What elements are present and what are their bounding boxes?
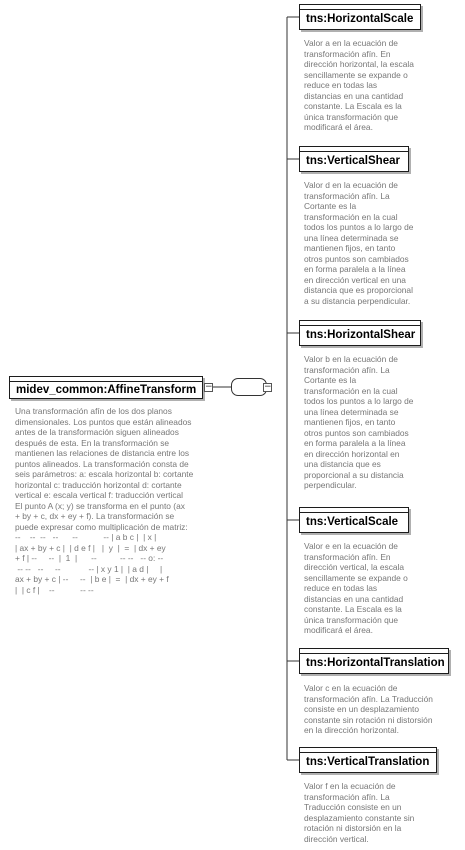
element-name: tns:HorizontalShear (306, 329, 416, 341)
element-name: tns:VerticalShear (306, 155, 400, 167)
element-name: tns:VerticalTranslation (306, 756, 430, 768)
element-description: Valor f en la ecuación de transformación afín. La Traducción consiste en un desplazamiento constante sin rotación ni distorsión en la dirección vertical. (304, 781, 415, 844)
element-description: Valor e en la ecuación de transformación afín. En dirección vertical, la escala sencillamente se expande o reduce en todas las distancias en una cantidad constante. La Escala es la única transformación que modificará el área. (304, 541, 408, 635)
element-description: Valor d en la ecuación de transformación afín. La Cortante es la transformación en la cual todos los puntos a lo largo de una línea determinada se mantienen fijos, en tanto otros puntos son cambiados en forma paralela a la línea en dirección vertical en una distancia que es proporcional a su distancia perpendicular. (304, 180, 414, 306)
root-element-name: midev_common:AffineTransform (16, 383, 197, 396)
element-description: Valor a en la ecuación de transformación afín. En dirección horizontal, la escala sencillamente se expande o reduce en todas las distancias en una cantidad constante. La Escala es la única transformación que modificará el área. (304, 38, 414, 132)
minus-icon[interactable]: − (264, 382, 272, 392)
element-name: tns:HorizontalScale (306, 13, 414, 25)
element-box-vertical-scale[interactable] (299, 507, 409, 533)
sequence-compositor[interactable] (231, 378, 267, 396)
root-element-description: Una transformación afín de los dos planos dimensionales. Los puntos que están alineados antes de la transformación siguen alineados después de esta. En la transformación se mantienen las relaciones de distancia entre los puntos alineados. La transformación consta de seis parámetros: a: escala horizontal b: cortante horizontal c: traducción horizontal d: cortante vertical e: escala vertical f: traducción vertical El punto A (x; y) se transforma en el punto (ax + by + c, dx + ey + f). La transformación se puede expresar como multiplicación de matriz: -- -- -- -- -- -- | a b c | | x | | ax + by + c | | d e f | | y | = | dx + ey + f | -- -- | 1 | -- -- -- -- o: -- -- -- -- -- -- | x y 1 | | a d | | ax + by + c | -- -- | b e | = | dx + ey + f | | c f | -- -- -- (15, 406, 194, 595)
element-box-horizontal-translation[interactable] (299, 648, 449, 674)
root-element-box[interactable] (9, 376, 203, 399)
element-description: Valor c en la ecuación de transformación afín. La Traducción consiste en un desplazamiento constante sin rotación ni distorsión en la dirección horizontal. (304, 683, 433, 735)
element-description: Valor b en la ecuación de transformación afín. La Cortante es la transformación en la cual todos los puntos a lo largo de una línea determinada se mantienen fijos, en tanto otros puntos son cambiados en forma paralela a la línea en dirección horizontal en una distancia que es proporcional a su distancia perpendicular. (304, 354, 414, 490)
element-box-horizontal-scale[interactable] (299, 4, 421, 30)
element-name: tns:HorizontalTranslation (306, 657, 445, 669)
element-name: tns:VerticalScale (306, 516, 399, 528)
element-box-vertical-translation[interactable] (299, 747, 437, 773)
element-box-horizontal-shear[interactable] (299, 320, 421, 346)
minus-icon[interactable]: − (205, 382, 213, 392)
element-box-vertical-shear[interactable] (299, 146, 409, 172)
